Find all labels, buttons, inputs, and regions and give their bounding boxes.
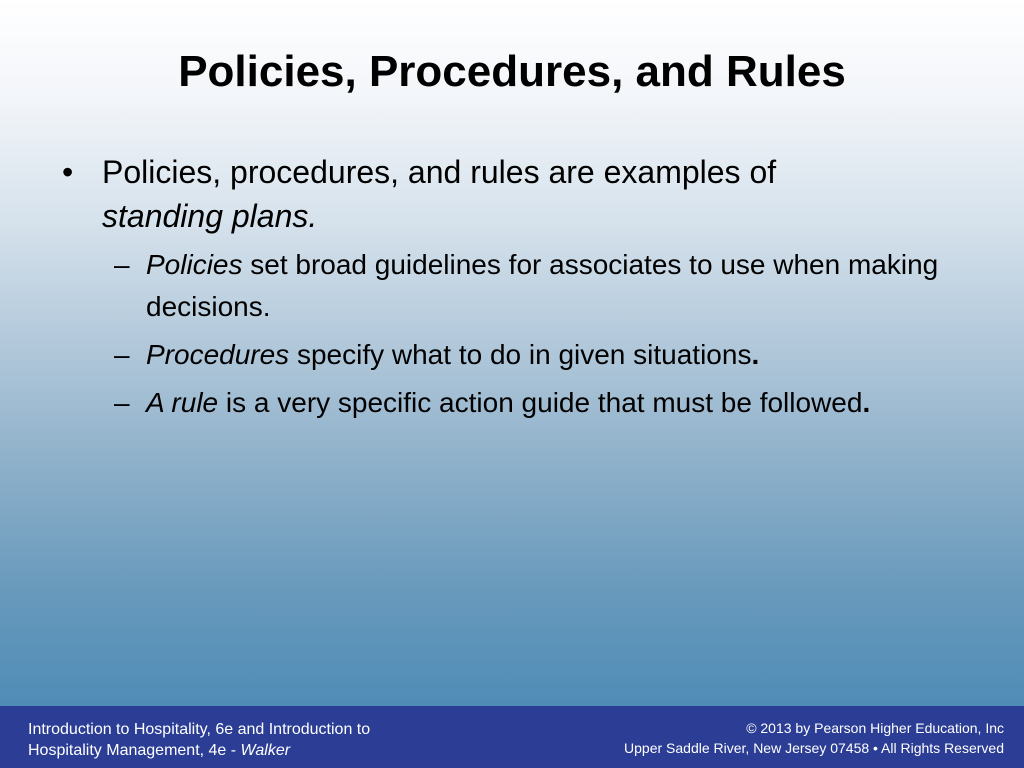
sub-bullet-emphasis: Procedures — [146, 339, 290, 370]
footer-left-line2: Hospitality Management, 4e - — [28, 742, 241, 759]
bullet-marker: • — [62, 154, 74, 190]
sub-bullet-marker: – — [114, 249, 130, 280]
sub-bullet-text: set broad guidelines for associates to use when making decisions. — [146, 249, 939, 322]
footer-right-line2: Upper Saddle River, New Jersey 07458 • All Rights Reserved — [624, 740, 1004, 756]
sub-bullet-text: is a very specific action guide that must be followed — [218, 387, 863, 418]
sub-bullet-rule — [0, 382, 1024, 424]
sub-bullet-policies — [0, 244, 1024, 328]
footer-author: Walker — [240, 742, 291, 759]
sub-bullet-text: specify what to do in given situations — [289, 339, 752, 370]
slide-title: Policies, Procedures, and Rules — [178, 47, 846, 96]
footer-book-title — [28, 719, 370, 761]
footer-copyright — [624, 718, 1004, 758]
sub-bullet-end: . — [862, 387, 871, 418]
sub-bullet-marker: – — [114, 387, 130, 418]
footer-left-line1: Introduction to Hospitality, 6e and Introduction to — [28, 721, 371, 738]
main-bullet — [0, 150, 1024, 238]
slide-content — [0, 150, 1024, 424]
sub-bullet-emphasis: A rule — [146, 387, 219, 418]
main-bullet-emphasis: standing plans. — [102, 198, 318, 234]
sub-bullet-procedures — [0, 334, 1024, 376]
footer-right-line1: © 2013 by Pearson Higher Education, Inc — [746, 720, 1004, 736]
slide-footer — [0, 706, 1024, 768]
sub-bullet-emphasis: Policies — [146, 249, 243, 280]
sub-bullet-end: . — [751, 339, 760, 370]
main-bullet-text: Policies, procedures, and rules are examples of — [102, 154, 777, 190]
sub-bullet-marker: – — [114, 339, 130, 370]
